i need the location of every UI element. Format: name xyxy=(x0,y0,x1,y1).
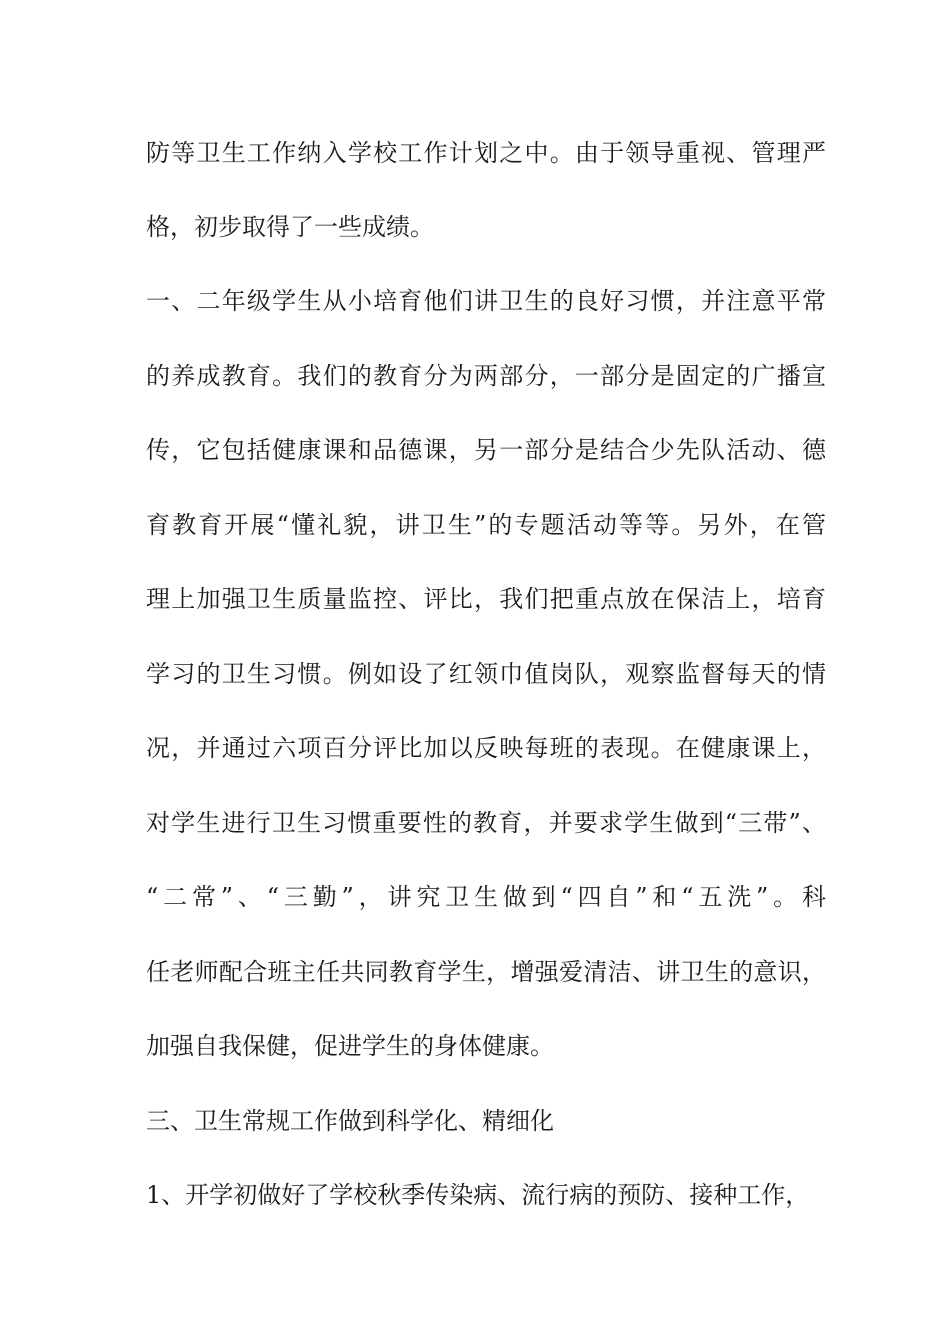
body-text-line: 理上加强卫生质量监控、评比，我们把重点放在保洁上，培育 xyxy=(146,585,826,613)
body-text-line: 的养成教育。我们的教育分为两部分，一部分是固定的广播宣 xyxy=(146,362,826,390)
body-text-line: 1、开学初做好了学校秋季传染病、流行病的预防、接种工作， xyxy=(146,1181,810,1209)
body-text-line: 况，并通过六项百分评比加以反映每班的表现。在健康课上， xyxy=(146,734,826,762)
body-text-line: “二常”、“三勤”，讲究卫生做到“四自”和“五洗”。科 xyxy=(146,883,826,911)
body-text-line: 任老师配合班主任共同教育学生，增强爱清洁、讲卫生的意识， xyxy=(146,958,826,986)
body-text-line: 学习的卫生习惯。例如设了红领巾值岗队，观察监督每天的情 xyxy=(146,660,826,688)
body-text-line: 一、二年级学生从小培育他们讲卫生的良好习惯，并注意平常 xyxy=(146,287,826,315)
section-heading: 三、卫生常规工作做到科学化、精细化 xyxy=(146,1107,554,1135)
body-text-line: 育教育开展“懂礼貌，讲卫生”的专题活动等等。另外，在管 xyxy=(146,511,826,539)
body-text-line: 对学生进行卫生习惯重要性的教育，并要求学生做到“三带”、 xyxy=(146,809,826,837)
body-text-line: 传，它包括健康课和品德课，另一部分是结合少先队活动、德 xyxy=(146,436,826,464)
body-text-line: 防等卫生工作纳入学校工作计划之中。由于领导重视、管理严 xyxy=(146,139,826,167)
body-text-line: 加强自我保健，促进学生的身体健康。 xyxy=(146,1032,554,1060)
body-text-line: 格，初步取得了一些成绩。 xyxy=(146,213,434,241)
